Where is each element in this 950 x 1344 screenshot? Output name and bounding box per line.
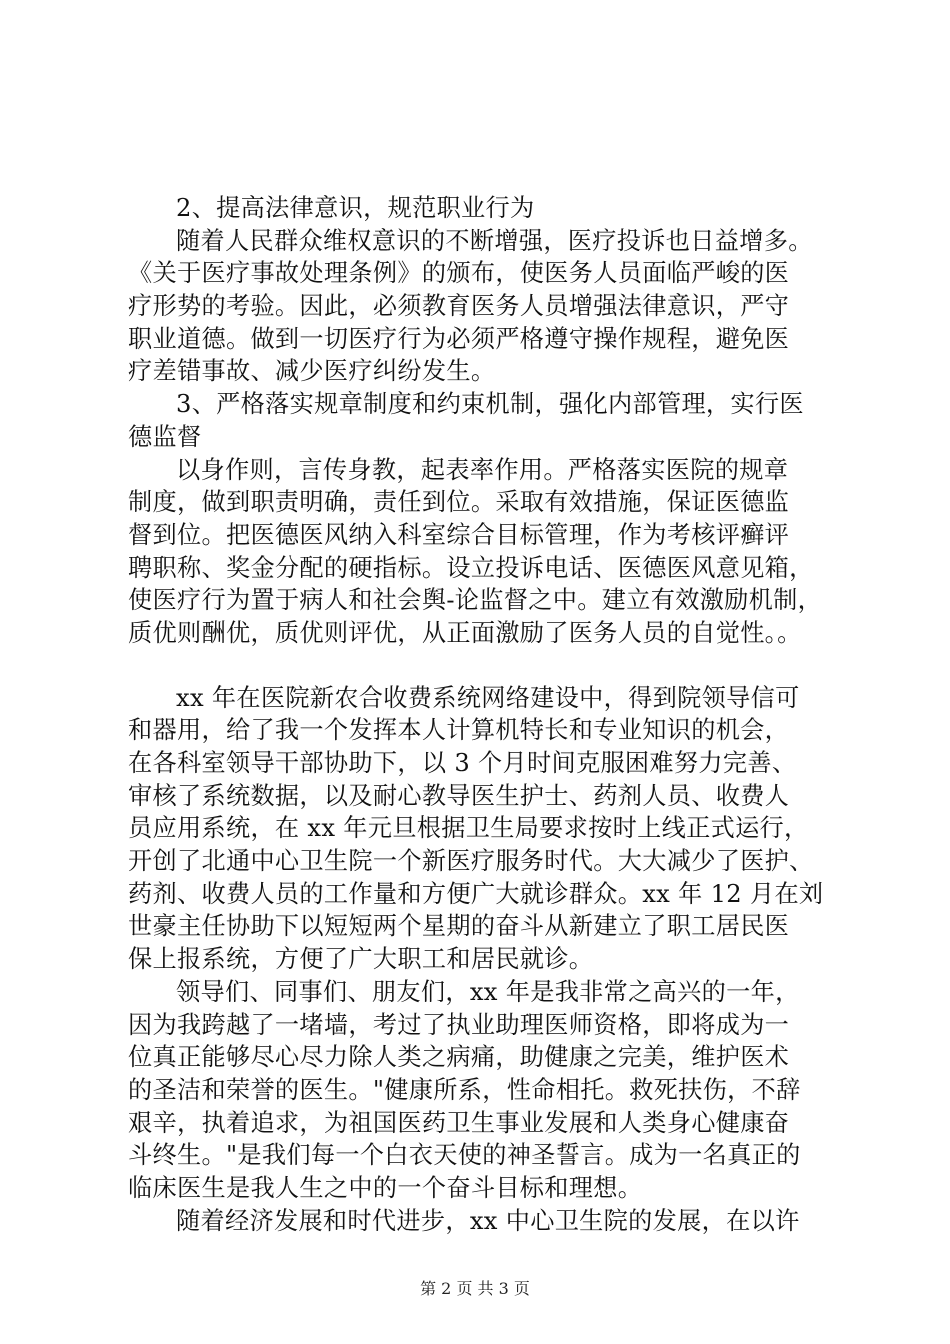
text-line: 的圣洁和荣誉的医生。"健康所系，性命相托。救死扶伤，不辞 <box>128 1075 801 1104</box>
text-line: 审核了系统数据，以及耐心教导医生护士、药剂人员、收费人 <box>128 781 790 810</box>
text-line: 保上报系统，方便了广大职工和居民就诊。 <box>128 945 594 974</box>
text-line: 3、严格落实规章制度和约束机制，强化内部管理，实行医 <box>176 390 804 419</box>
text-line: 疗形势的考验。因此，必须教育医务人员增强法律意识，严守 <box>128 292 790 321</box>
text-line: 因为我跨越了一堵墙，考过了执业助理医师资格，即将成为一 <box>128 1010 790 1039</box>
text-line: 开创了北通中心卫生院一个新医疗服务时代。大大减少了医护、 <box>128 847 814 876</box>
text-line: 以身作则，言传身教，起表率作用。严格落实医院的规章 <box>176 455 789 484</box>
text-line: 制度，做到职责明确，责任到位。采取有效措施，保证医德监 <box>128 488 790 517</box>
text-line: 斗终生。"是我们每一个白衣天使的神圣誓言。成为一名真正的 <box>128 1141 801 1170</box>
paragraph-supervision <box>128 454 840 650</box>
text-line: 药剂、收费人员的工作量和方便广大就诊群众。xx 年 12 月在刘 <box>128 879 824 908</box>
text-line: 位真正能够尽心尽力除人类之病痛，助健康之完美，维护医术 <box>128 1043 790 1072</box>
text-line: 和器用，给了我一个发挥本人计算机特长和专业知识的机会， <box>128 716 790 745</box>
text-line: 德监督 <box>128 422 202 451</box>
text-line: 《关于医疗事故处理条例》的颁布，使医务人员面临严峻的医 <box>128 259 790 288</box>
text-line: 临床医生是我人生之中的一个奋斗目标和理想。 <box>128 1173 643 1202</box>
text-line: 随着人民群众维权意识的不断增强，医疗投诉也日益增多。 <box>176 226 813 255</box>
text-line: 随着经济发展和时代进步，xx 中心卫生院的发展，在以许 <box>176 1206 800 1235</box>
text-line: 质优则酬优，质优则评优，从正面激励了医务人员的自觉性。。 <box>128 618 802 647</box>
text-line: 使医疗行为置于病人和社会舆-论监督之中。建立有效激励机制， <box>128 586 823 615</box>
text-line: 员应用系统，在 xx 年元旦根据卫生局要求按时上线正式运行， <box>128 814 809 843</box>
text-line: 领导们、同事们、朋友们，xx 年是我非常之高兴的一年， <box>176 977 800 1006</box>
text-line: 职业道德。做到一切医疗行为必须严格遵守操作规程，避免医 <box>128 324 790 353</box>
paragraph-gap <box>128 650 840 682</box>
text-line: xx 年在医院新农合收费系统网络建设中，得到院领导信可 <box>176 683 800 712</box>
text-line: 艰辛，执着追求，为祖国医药卫生事业发展和人类身心健康奋 <box>128 1108 790 1137</box>
text-line: 聘职称、奖金分配的硬指标。设立投诉电话、医德医风意见箱， <box>128 553 814 582</box>
text-line: 疗差错事故、减少医疗纠纷发生。 <box>128 357 496 386</box>
page-number-footer: 第 2 页 共 3 页 <box>420 1279 530 1298</box>
text-line: 2、提高法律意识，规范职业行为 <box>176 194 535 222</box>
paragraph-network-construction <box>128 682 840 976</box>
text-line: 世豪主任协助下以短短两个星期的奋斗从新建立了职工居民医 <box>128 912 790 941</box>
section-heading-3 <box>128 388 840 453</box>
text-line: 在各科室领导干部协助下，以 3 个月时间克服困难努力完善、 <box>128 749 797 777</box>
section-heading-2 <box>128 192 840 225</box>
paragraph-personal-goal <box>128 976 840 1205</box>
document-body <box>128 192 840 1237</box>
paragraph-legal-awareness <box>128 225 840 388</box>
paragraph-development <box>128 1205 840 1238</box>
text-line: 督到位。把医德医风纳入科室综合目标管理，作为考核评癣评 <box>128 520 790 549</box>
